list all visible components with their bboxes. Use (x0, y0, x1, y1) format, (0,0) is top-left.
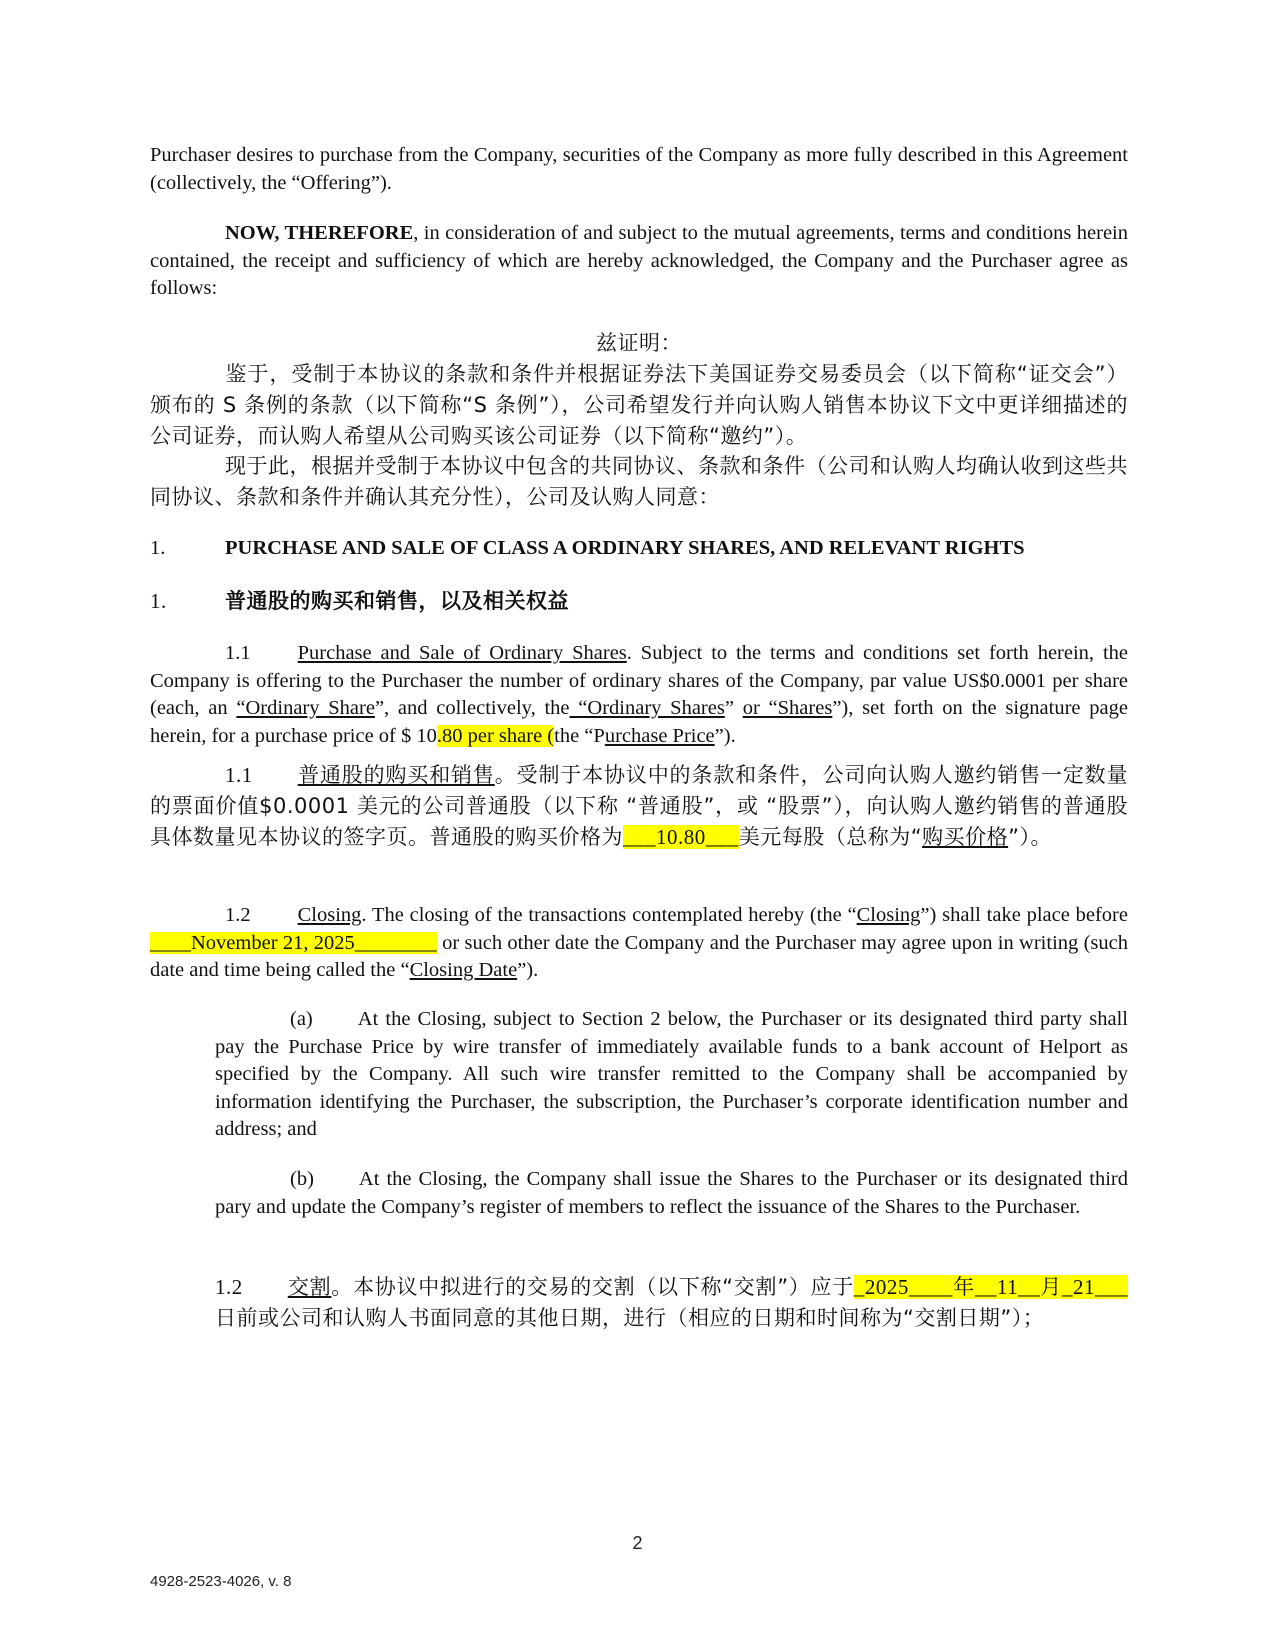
cn-closing-date-highlight: _2025____年__11__月_21___ (853, 1275, 1128, 1299)
price-highlight: .80 per share ( (436, 724, 555, 747)
now-therefore-paragraph (150, 220, 1128, 303)
section-1-heading-en: 1. PURCHASE AND SALE OF CLASS A ORDINARY SHARES, AND RELEVANT RIGHTS (150, 537, 1025, 559)
section-1-2-cn: 1.2 交割。本协议中拟进行的交易的交割（以下称“交割”）应于_2025____年__11__月_21___日前或公司和认购人书面同意的其他日期，进行（相应的日期和时间称为“交割日期”）； (215, 1275, 1128, 1330)
closing-date-highlight: ____November 21, 2025________ (150, 931, 437, 954)
section-1-1-en: 1.1 Purchase and Sale of Ordinary Shares. Subject to the terms and conditions set forth herein, the Company is offering to the Purchaser the number of ordinary shares of the Company, par value US$0.0001 per share (each, an “Ordinary Share”, and collectively, the “Ordinary Shares” or “Shares”), set forth on the signature page herein, for a purchase price of $ 10.80 per share (the “Purchase Price”). (150, 642, 1128, 747)
page-number: 2 (632, 1533, 643, 1553)
section-1-1-cn: 1.1 普通股的购买和销售。受制于本协议中的条款和条件，公司向认购人邀约销售一定数量的票面价值$0.0001 美元的公司普通股（以下称 “普通股”，或 “股票”），向认购人邀约销售的普通股具体数量见本协议的签字页。普通股的购买价格为___10.80___美元每股（总称为“购买价格”）。 (150, 763, 1129, 849)
intro-paragraph (150, 142, 1128, 197)
cn-price-highlight: ___10.80___ (623, 825, 739, 849)
section-1-2-b: (b) At the Closing, the Company shall issue the Shares to the Purchaser or its designated third pary and update the Company’s register of members to reflect the issuance of the Shares to the Purchaser. (215, 1168, 1128, 1218)
section-1-2-en: 1.2 Closing. The closing of the transactions contemplated hereby (the “Closing”) shall take place before ____November 21, 2025________ or such other date the Company and the Purchaser may agree upon in writing (such date and time being called the “Closing Date”). (150, 904, 1128, 981)
document-id: 4928-2523-4026, v. 8 (150, 1573, 292, 1590)
cn-whereas-paragraph: 鉴于，受制于本协议的条款和条件并根据证券法下美国证券交易委员会（以下简称“证交会”）颁布的 S 条例的条款（以下简称“S 条例”），公司希望发行并向认购人销售本协议下文中更详细描述的公司证券，而认购人希望从公司购买该公司证券（以下简称“邀约”）。 (150, 362, 1128, 448)
section-1-heading-cn: 1. 普通股的购买和销售，以及相关权益 (150, 589, 569, 613)
cn-now-paragraph: 现于此，根据并受制于本协议中包含的共同协议、条款和条件（公司和认购人均确认收到这些共同协议、条款和条件并确认其充分性），公司及认购人同意： (150, 454, 1128, 509)
section-1-1-heading: Purchase and Sale of Ordinary Shares (297, 642, 627, 664)
section-1-2-a: (a) At the Closing, subject to Section 2 below, the Purchaser or its designated third party shall pay the Purchase Price by wire transfer of immediately available funds to a bank account of Helport as specified by the Company. All such wire transfer remitted to the Company shall be accompanied by information identifying the Purchaser, the subscription, the Purchaser’s corporate identification number and address; and (215, 1008, 1128, 1140)
cn-witness-heading: 兹证明： (596, 331, 682, 355)
now-therefore-text: , in consideration of and subject to the mutual agreements, terms and conditions herein contained, the receipt and sufficiency of which are hereby acknowledged, the Company and the Purchaser agree as follows: (150, 222, 1128, 299)
intro-text: Purchaser desires to purchase from the Company, securities of the Company as more fully described in this Agreement (collectively, the “Offering”). (150, 144, 1128, 194)
now-therefore-bold: NOW, THEREFORE (225, 222, 414, 244)
